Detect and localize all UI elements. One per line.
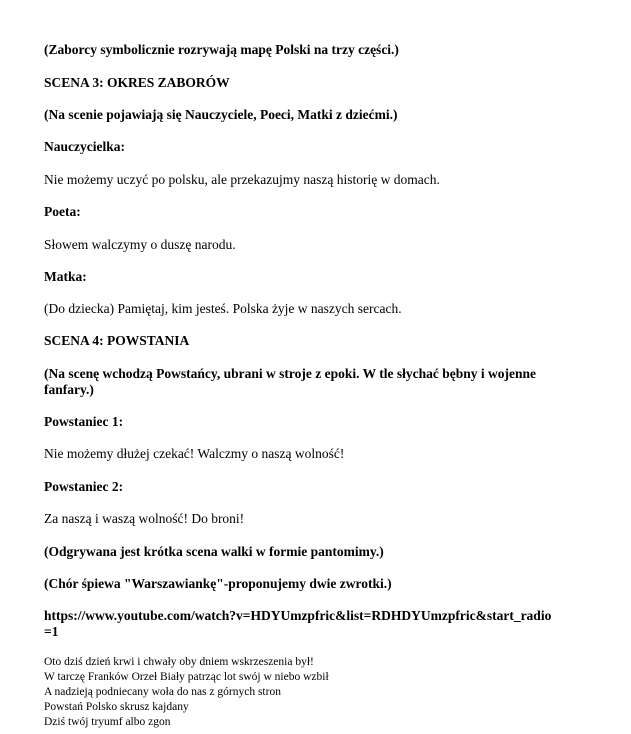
lyrics-line: Oto dziś dzień krwi i chwały oby dniem wskrzeszenia był! — [44, 656, 314, 668]
youtube-link-line-1[interactable]: https://www.youtube.com/watch?v=HDYUmzpfric&list=RDHDYUmzpfric&start_radio — [44, 608, 552, 623]
stage-direction: (Zaborcy symbolicznie rozrywają mapę Polski na trzy części.) — [44, 42, 399, 57]
lyrics-line: A nadzieją podniecany woła do nas z górnych stron — [44, 686, 281, 698]
stage-direction: (Odgrywana jest krótka scena walki w formie pantomimy.) — [44, 544, 384, 559]
stage-direction-line-2: fanfary.) — [44, 382, 94, 397]
dialogue-line: Nie możemy uczyć po polsku, ale przekazujmy naszą historię w domach. — [44, 172, 440, 187]
dialogue-line: Słowem walczymy o duszę narodu. — [44, 237, 236, 252]
stage-direction-line-1: (Na scenę wchodzą Powstańcy, ubrani w stroje z epoki. W tle słychać bębny i wojenne — [44, 366, 536, 381]
youtube-link-line-2[interactable]: =1 — [44, 624, 59, 639]
lyrics-line: W tarczę Franków Orzeł Biały patrząc lot swój w niebo wzbił — [44, 671, 329, 683]
scene-heading-4: SCENA 4: POWSTANIA — [44, 333, 190, 348]
speaker-teacher: Nauczycielka: — [44, 139, 125, 154]
scene-heading-3: SCENA 3: OKRES ZABORÓW — [44, 75, 230, 90]
dialogue-line: (Do dziecka) Pamiętaj, kim jesteś. Polska żyje w naszych sercach. — [44, 301, 402, 316]
stage-direction: (Na scenie pojawiają się Nauczyciele, Poeci, Matki z dziećmi.) — [44, 107, 398, 122]
speaker-poet: Poeta: — [44, 204, 81, 219]
speaker-insurgent-2: Powstaniec 2: — [44, 479, 124, 494]
lyrics-line: Powstań Polsko skrusz kajdany — [44, 701, 189, 713]
dialogue-line: Za naszą i waszą wolność! Do broni! — [44, 511, 245, 526]
speaker-insurgent-1: Powstaniec 1: — [44, 414, 124, 429]
speaker-mother: Matka: — [44, 269, 87, 284]
stage-direction: (Chór śpiewa "Warszawiankę"-proponujemy dwie zwrotki.) — [44, 576, 392, 591]
lyrics-line: Dziś twój tryumf albo zgon — [44, 716, 171, 728]
song-lyrics — [44, 655, 329, 730]
dialogue-line: Nie możemy dłużej czekać! Walczmy o naszą wolność! — [44, 446, 345, 461]
